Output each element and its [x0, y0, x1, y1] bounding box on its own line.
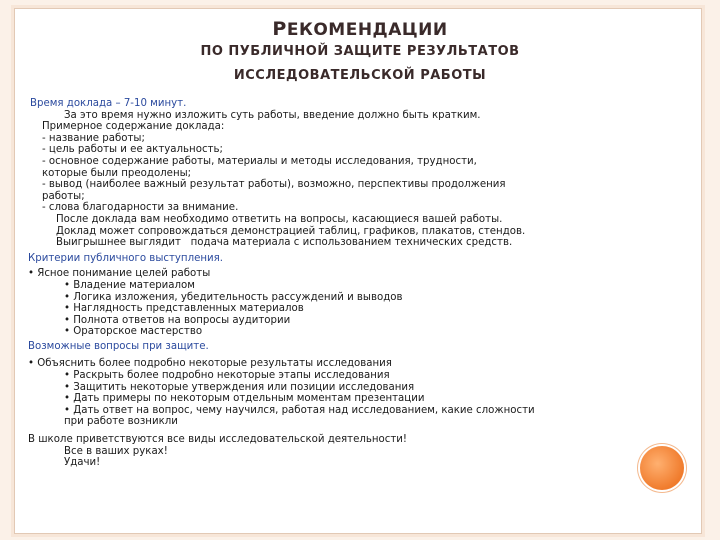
text-line: За это время нужно изложить суть работы, введение должно быть кратким. — [64, 109, 481, 121]
text-line: - основное содержание работы, материалы и методы исследования, трудности, — [42, 155, 477, 167]
list-item: • Владение материалом — [64, 279, 195, 291]
text-line: которые были преодолены; — [42, 167, 192, 179]
title-initial: Р — [272, 18, 287, 40]
text-line: - вывод (наиболее важный результат работы), возможно, перспективы продолжения — [42, 179, 506, 191]
duration-line: Время доклада – 7-10 минут. — [30, 98, 187, 109]
slide-title-line3: ИССЛЕДОВАТЕЛЬСКОЙ РАБОТЫ — [233, 68, 487, 83]
closing-line: Удачи! — [64, 457, 101, 469]
text-line: работы; — [42, 190, 85, 202]
criteria-heading: Критерии публичного выступления. — [28, 252, 224, 264]
closing-line: В школе приветствуются все виды исследовательской деятельности! — [28, 434, 407, 446]
slide-body — [28, 98, 662, 469]
text-line: - слова благодарности за внимание. — [42, 202, 239, 214]
list-item: • Раскрыть более подробно некоторые этапы исследования — [64, 370, 390, 382]
list-item: • Полнота ответов на вопросы аудитории — [64, 314, 291, 326]
text-line: Примерное содержание доклада: — [42, 121, 225, 133]
list-item: • Наглядность представленных материалов — [64, 303, 304, 315]
text-line: Доклад может сопровождаться демонстрацией таблиц, графиков, плакатов, стендов. — [56, 225, 526, 237]
text-line: - цель работы и ее актуальность; — [42, 144, 223, 156]
text-line: После доклада вам необходимо ответить на вопросы, касающиеся вашей работы. — [56, 213, 503, 225]
title-rest: ЕКОМЕНДАЦИИ — [286, 20, 448, 40]
list-item: • Ораторское мастерство — [64, 326, 203, 338]
list-item: • Дать ответ на вопрос, чему научился, работая над исследованием, какие сложности — [64, 404, 535, 416]
slide-title-line2: ПО ПУБЛИЧНОЙ ЗАЩИТЕ РЕЗУЛЬТАТОВ — [200, 44, 520, 59]
list-item: • Ясное понимание целей работы — [28, 268, 211, 280]
list-item: • Защитить некоторые утверждения или позиции исследования — [64, 381, 415, 393]
list-item: при работе возникли — [64, 416, 178, 428]
text-line: Выигрышнее выглядит подача материала с использованием технических средств. — [56, 237, 513, 249]
slide-title-line1 — [0, 18, 720, 40]
closing-line: Все в ваших руках! — [64, 445, 168, 457]
list-item: • Дать примеры по некоторым отдельным моментам презентации — [64, 393, 425, 405]
decorative-circle — [640, 446, 684, 490]
text-line: - название работы; — [42, 132, 145, 144]
list-item: • Логика изложения, убедительность рассуждений и выводов — [64, 291, 403, 303]
list-item: • Объяснить более подробно некоторые результаты исследования — [28, 358, 392, 370]
questions-heading: Возможные вопросы при защите. — [28, 340, 209, 352]
